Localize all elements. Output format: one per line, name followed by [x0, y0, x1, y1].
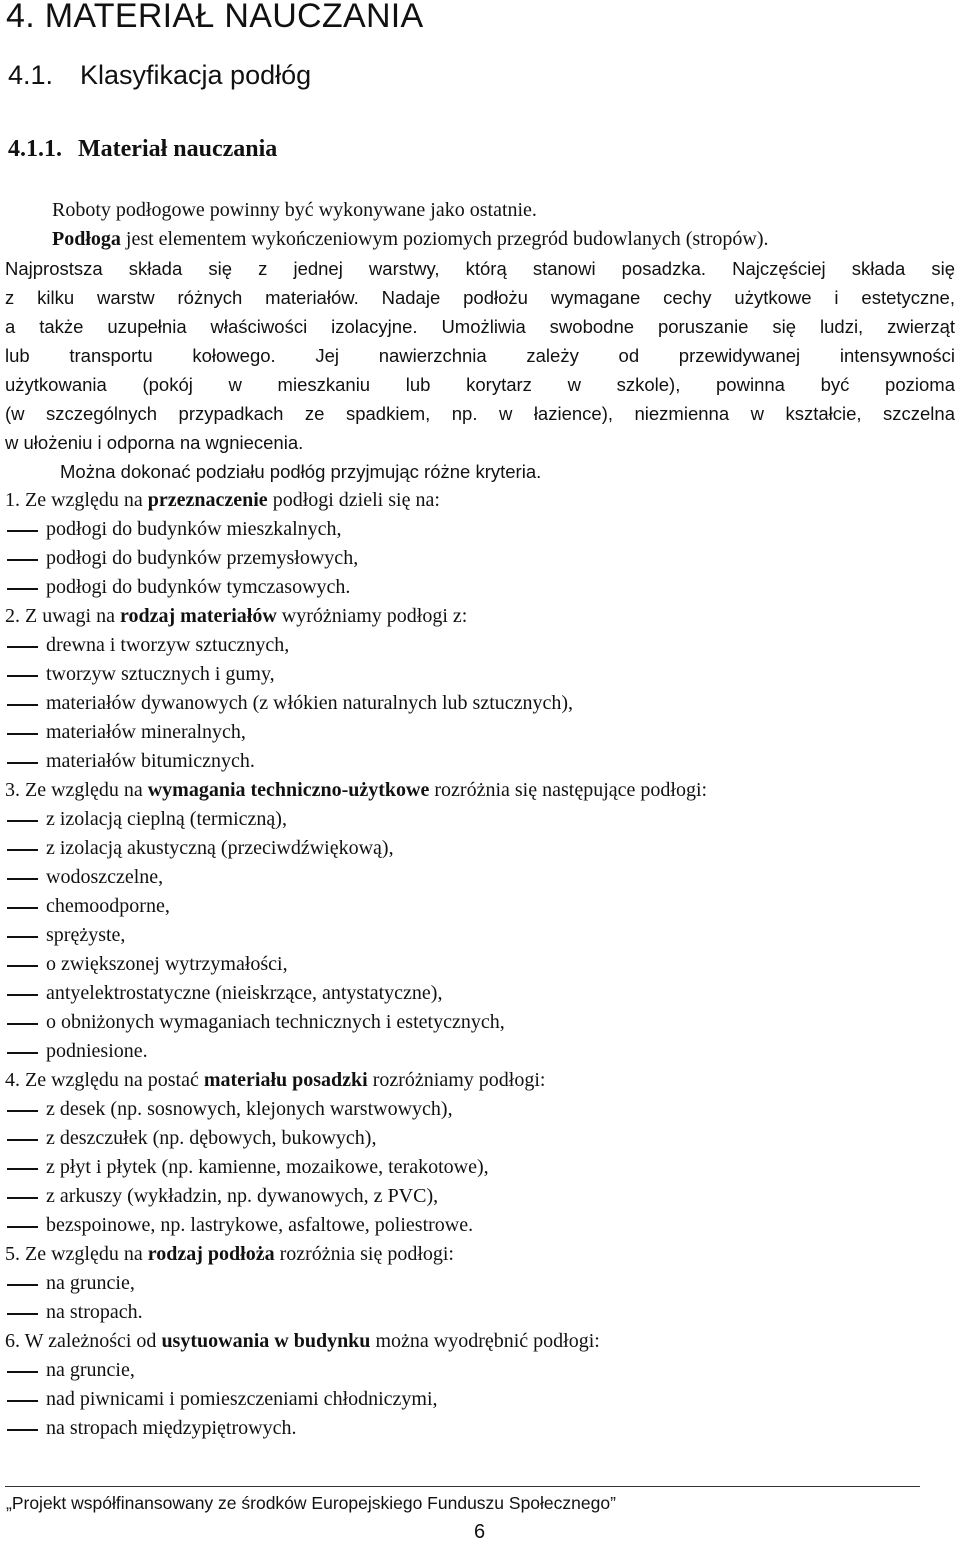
list-item-text: na stropach międzypiętrowych.	[46, 1417, 297, 1439]
intro-line: użytkowania (pokój w mieszkaniu lub korytarz w szkole), powinna być pozioma	[5, 374, 955, 395]
list-item	[5, 689, 955, 718]
list-item	[5, 921, 955, 950]
list-item	[5, 544, 955, 573]
list-item	[5, 631, 955, 660]
intro-line: Roboty podłogowe powinny być wykonywane jako ostatnie.	[52, 199, 537, 221]
criterion-text: można wyodrębnić podłogi:	[370, 1330, 600, 1352]
list-item-text: z arkuszy (wykładzin, np. dywanowych, z PVC),	[46, 1185, 439, 1207]
criterion-text: rozróżnia się podłogi:	[274, 1243, 454, 1265]
section-heading	[8, 58, 311, 92]
list-item	[5, 892, 955, 921]
list-item-text: chemoodporne,	[46, 895, 170, 917]
criterion-number: 3.	[5, 779, 20, 801]
page-number: 6	[474, 1521, 486, 1543]
list-item	[5, 1153, 955, 1182]
list-item-text: na gruncie,	[46, 1359, 135, 1381]
list-item	[5, 1095, 955, 1124]
list-item-text: podniesione.	[46, 1040, 148, 1062]
list-item	[5, 1385, 955, 1414]
list-item	[5, 950, 955, 979]
criterion-text: wyróżniamy podłogi z:	[276, 605, 468, 627]
intro-line: Podłoga jest elementem wykończeniowym poziomych przegród budowlanych (stropów).	[52, 228, 769, 250]
criterion-heading	[5, 486, 955, 515]
list-item	[5, 1182, 955, 1211]
list-item	[5, 834, 955, 863]
list-item	[5, 747, 955, 776]
criterion-text: podłogi dzieli się na:	[267, 489, 440, 511]
criterion-heading	[5, 1066, 955, 1095]
list-item	[5, 718, 955, 747]
classification-lists	[5, 486, 955, 1443]
criterion-keyword: usytuowania w budynku	[161, 1330, 371, 1352]
list-item-text: z izolacją akustyczną (przeciwdźwiękową),	[46, 837, 394, 859]
list-item-text: tworzyw sztucznych i gumy,	[46, 663, 275, 685]
list-item-text: bezspoinowe, np. lastrykowe, asfaltowe, poliestrowe.	[46, 1214, 474, 1236]
list-item-text: sprężyste,	[46, 924, 126, 946]
list-item	[5, 1414, 955, 1443]
subsection-heading	[8, 133, 277, 165]
criterion-text: W zależności od	[20, 1330, 162, 1352]
list-item-text: z desek (np. sosnowych, klejonych warstwowych),	[46, 1098, 453, 1120]
criterion-keyword: rodzaj materiałów	[119, 605, 277, 627]
list-item	[5, 805, 955, 834]
list-item-text: z płyt i płytek (np. kamienne, mozaikowe, terakotowe),	[46, 1156, 489, 1178]
criterion-text: Z uwagi na	[20, 605, 120, 627]
footer-text: „Projekt współfinansowany ze środków Europejskiego Funduszu Społecznego”	[6, 1493, 616, 1513]
criterion-text: Ze względu na postać	[20, 1069, 204, 1091]
list-item-text: podłogi do budynków tymczasowych.	[46, 576, 351, 598]
list-item	[5, 979, 955, 1008]
intro-line: (w szczególnych przypadkach ze spadkiem, np. w łazience), niezmienna w kształcie, szczelna	[5, 403, 955, 424]
list-item-text: nad piwnicami i pomieszczeniami chłodniczymi,	[46, 1388, 438, 1410]
criterion-number: 4.	[5, 1069, 20, 1091]
subsection-number: 4.1.1.	[8, 136, 62, 162]
criterion-keyword: przeznaczenie	[147, 489, 268, 511]
list-item-text: drewna i tworzyw sztucznych,	[46, 634, 290, 656]
list-item-text: podłogi do budynków przemysłowych,	[46, 547, 359, 569]
list-item-text: na stropach.	[46, 1301, 143, 1323]
criterion-keyword: wymagania techniczno-użytkowe	[147, 779, 430, 801]
criterion-heading	[5, 602, 955, 631]
intro-line: Najprostsza składa się z jednej warstwy, którą stanowi posadzka. Najczęściej składa się	[5, 258, 955, 279]
list-item-text: na gruncie,	[46, 1272, 135, 1294]
list-item-text: antyelektrostatyczne (nieiskrzące, antystatyczne),	[46, 982, 443, 1004]
criterion-keyword: rodzaj podłoża	[147, 1243, 275, 1265]
list-item	[5, 1124, 955, 1153]
intro-line: w ułożeniu i odporna na wgniecenia.	[5, 432, 304, 453]
criterion-number: 5.	[5, 1243, 20, 1265]
criterion-heading	[5, 776, 955, 805]
list-item	[5, 1298, 955, 1327]
bold-term: Podłoga	[52, 228, 121, 250]
list-item	[5, 660, 955, 689]
list-item-text: materiałów mineralnych,	[46, 721, 246, 743]
section-number: 4.1.	[8, 60, 54, 90]
criterion-number: 2.	[5, 605, 20, 627]
criterion-text: Ze względu na	[20, 489, 148, 511]
criterion-keyword: materiału posadzki	[203, 1069, 368, 1091]
criterion-number: 6.	[5, 1330, 20, 1352]
section-title: Klasyfikacja podłóg	[80, 60, 312, 90]
criterion-heading	[5, 1240, 955, 1269]
list-item	[5, 863, 955, 892]
criterion-number: 1.	[5, 489, 20, 511]
intro-line: z kilku warstw różnych materiałów. Nadaje podłożu wymagane cechy użytkowe i estetyczne,	[5, 287, 955, 308]
criterion-heading	[5, 1327, 955, 1356]
list-item	[5, 1211, 955, 1240]
list-item	[5, 515, 955, 544]
criterion-text: rozróżniamy podłogi:	[367, 1069, 546, 1091]
list-item-text: materiałów dywanowych (z włókien naturalnych lub sztucznych),	[46, 692, 574, 714]
criterion-text: Ze względu na	[20, 779, 148, 801]
list-item	[5, 1356, 955, 1385]
intro-line: Można dokonać podziału podłóg przyjmując różne kryteria.	[60, 461, 542, 482]
subsection-title: Materiał nauczania	[78, 136, 278, 162]
criterion-text: Ze względu na	[20, 1243, 148, 1265]
footer-divider	[5, 1486, 920, 1487]
list-item-text: wodoszczelne,	[46, 866, 164, 888]
list-item-text: podłogi do budynków mieszkalnych,	[46, 518, 342, 540]
list-item	[5, 1037, 955, 1066]
list-item-text: o obniżonych wymaganiach technicznych i estetycznych,	[46, 1011, 505, 1033]
chapter-heading: 4. MATERIAŁ NAUCZANIA	[6, 0, 424, 35]
list-item-text: z izolacją cieplną (termiczną),	[46, 808, 287, 830]
list-item	[5, 1008, 955, 1037]
list-item	[5, 573, 955, 602]
list-item-text: o zwiększonej wytrzymałości,	[46, 953, 288, 975]
list-item-text: materiałów bitumicznych.	[46, 750, 255, 772]
intro-line: lub transportu kołowego. Jej nawierzchnia zależy od przewidywanej intensywności	[5, 345, 955, 366]
list-item	[5, 1269, 955, 1298]
intro-paragraph	[5, 196, 955, 486]
criterion-text: rozróżnia się następujące podłogi:	[429, 779, 708, 801]
intro-line: a także uzupełnia właściwości izolacyjne. Umożliwia swobodne poruszanie się ludzi, zwierząt	[5, 316, 955, 337]
list-item-text: z deszczułek (np. dębowych, bukowych),	[46, 1127, 377, 1149]
